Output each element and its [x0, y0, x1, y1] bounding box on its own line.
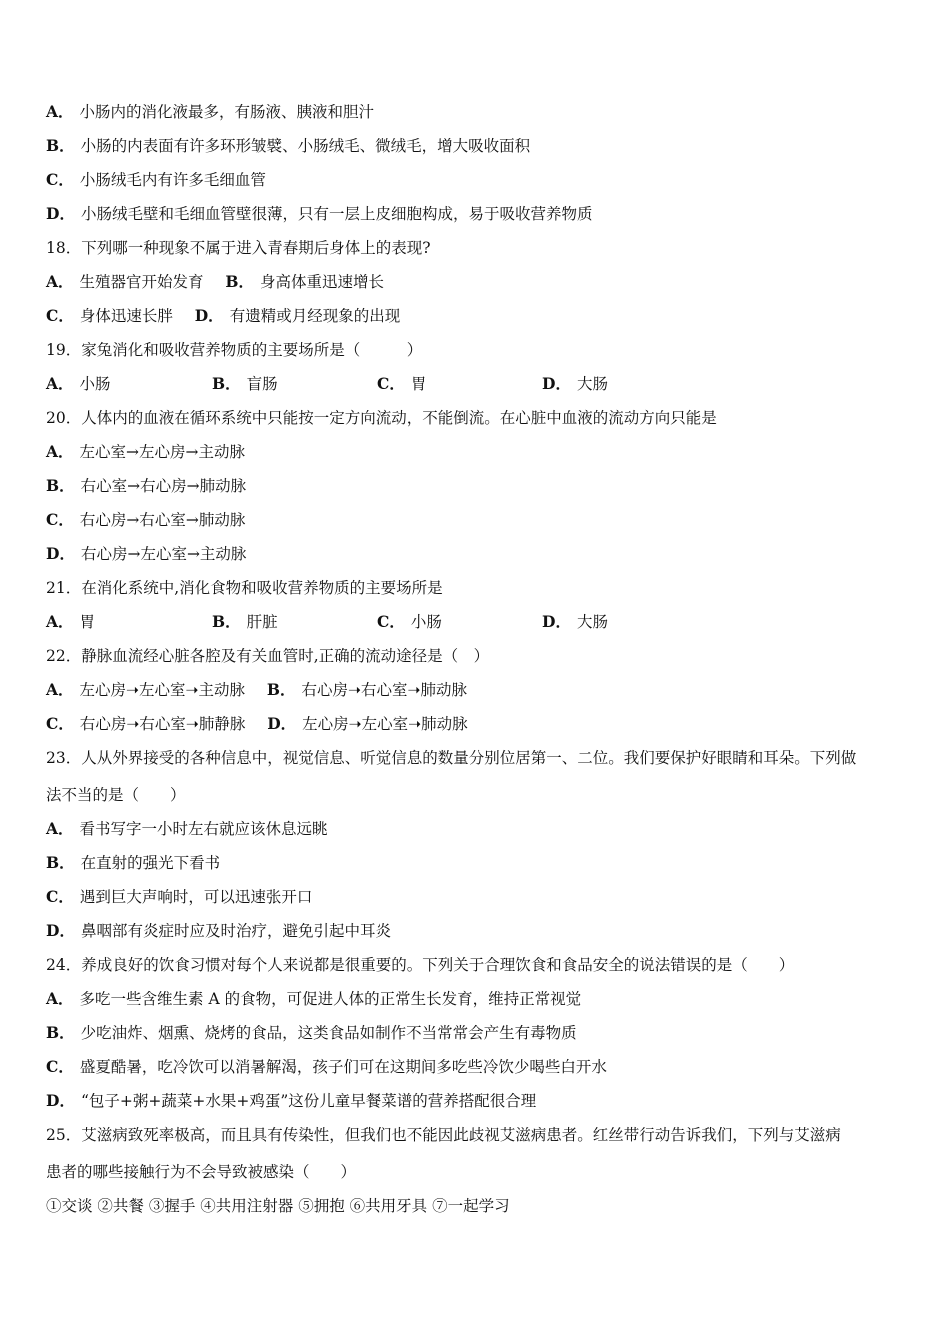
q22-options-row1: A． 左心房➝左心室➝主动脉 B． 右心房➝右心室➝肺动脉: [46, 680, 467, 699]
q23-option-a: A． 看书写字一小时左右就应该休息远眺: [46, 819, 328, 838]
q20-stem: 20．人体内的血液在循环系统中只能按一定方向流动，不能倒流。在心脏中血液的流动方向只能是: [46, 409, 717, 427]
q19-stem: 19．家兔消化和吸收营养物质的主要场所是（ ）: [46, 341, 423, 359]
q23-option-c: C． 遇到巨大声响时，可以迅速张开口: [46, 887, 313, 906]
q21-option-c: C． 小肠: [377, 612, 442, 631]
q18-stem: 18．下列哪一种现象不属于进入青春期后身体上的表现?: [46, 239, 431, 257]
q24-option-a: A． 多吃一些含维生素 A 的食物，可促进人体的正常生长发育，维持正常视觉: [46, 989, 582, 1008]
q19-option-d: D． 大肠: [542, 374, 608, 393]
q19-option-a: A． 小肠: [46, 374, 111, 393]
q20-option-d: D． 右心房→左心室→主动脉: [46, 544, 247, 563]
q24-option-c: C． 盛夏酷暑，吃冷饮可以消暑解渴，孩子们可在这期间多吃些冷饮少喝些白开水: [46, 1057, 607, 1076]
q23-stem-line1: 23．人从外界接受的各种信息中，视觉信息、听觉信息的数量分别位居第一、二位。我们要保护好眼睛和耳朵。下列做: [46, 749, 857, 767]
q21-stem: 21．在消化系统中,消化食物和吸收营养物质的主要场所是: [46, 579, 443, 597]
q22-stem: 22．静脉血流经心脏各腔及有关血管时,正确的流动途径是（ ）: [46, 647, 490, 665]
q24-option-d: D． “包子+粥+蔬菜+水果+鸡蛋”这份儿童早餐菜谱的营养搭配很合理: [46, 1091, 537, 1110]
q20-option-c: C． 右心房→右心室→肺动脉: [46, 510, 246, 529]
q20-option-b: B． 右心室→右心房→肺动脉: [46, 476, 247, 495]
q21-option-a: A． 胃: [46, 612, 96, 631]
q21-option-b: B． 肝脏: [212, 612, 278, 631]
q19-option-b: B． 盲肠: [212, 374, 278, 393]
q17-option-c: C． 小肠绒毛内有许多毛细血管: [46, 170, 266, 189]
q23-option-d: D． 鼻咽部有炎症时应及时治疗，避免引起中耳炎: [46, 921, 391, 940]
q18-options-row1: A． 生殖器官开始发育 B． 身高体重迅速增长: [46, 272, 385, 291]
q20-option-a: A． 左心室→左心房→主动脉: [46, 442, 246, 461]
q17-option-b: B． 小肠的内表面有许多环形皱襞、小肠绒毛、微绒毛，增大吸收面积: [46, 136, 531, 155]
q25-stem-line1: 25．艾滋病致死率极高，而且具有传染性，但我们也不能因此歧视艾滋病患者。红丝带行动告诉我们，下列与艾滋病: [46, 1126, 841, 1144]
q24-stem: 24．养成良好的饮食习惯对每个人来说都是很重要的。下列关于合理饮食和食品安全的说法错误的是（ ）: [46, 956, 795, 974]
q23-stem-line2: 法不当的是（ ）: [46, 786, 186, 804]
q25-stem-line2: 患者的哪些接触行为不会导致被感染（ ）: [46, 1163, 357, 1181]
q18-options-row2: C． 身体迅速长胖 D． 有遗精或月经现象的出现: [46, 306, 401, 325]
q22-options-row2: C． 右心房➝右心室➝肺静脉 D． 左心房➝左心室➝肺动脉: [46, 714, 468, 733]
q17-option-d: D． 小肠绒毛壁和毛细血管壁很薄，只有一层上皮细胞构成，易于吸收营养物质: [46, 204, 593, 223]
q24-option-b: B． 少吃油炸、烟熏、烧烤的食品，这类食品如制作不当常常会产生有毒物质: [46, 1023, 577, 1042]
q25-items: ①交谈 ②共餐 ③握手 ④共用注射器 ⑤拥抱 ⑥共用牙具 ⑦一起学习: [46, 1197, 510, 1215]
q17-option-a: A． 小肠内的消化液最多，有肠液、胰液和胆汁: [46, 102, 375, 121]
q19-option-c: C． 胃: [377, 374, 427, 393]
q23-option-b: B． 在直射的强光下看书: [46, 853, 221, 872]
q21-option-d: D． 大肠: [542, 612, 608, 631]
